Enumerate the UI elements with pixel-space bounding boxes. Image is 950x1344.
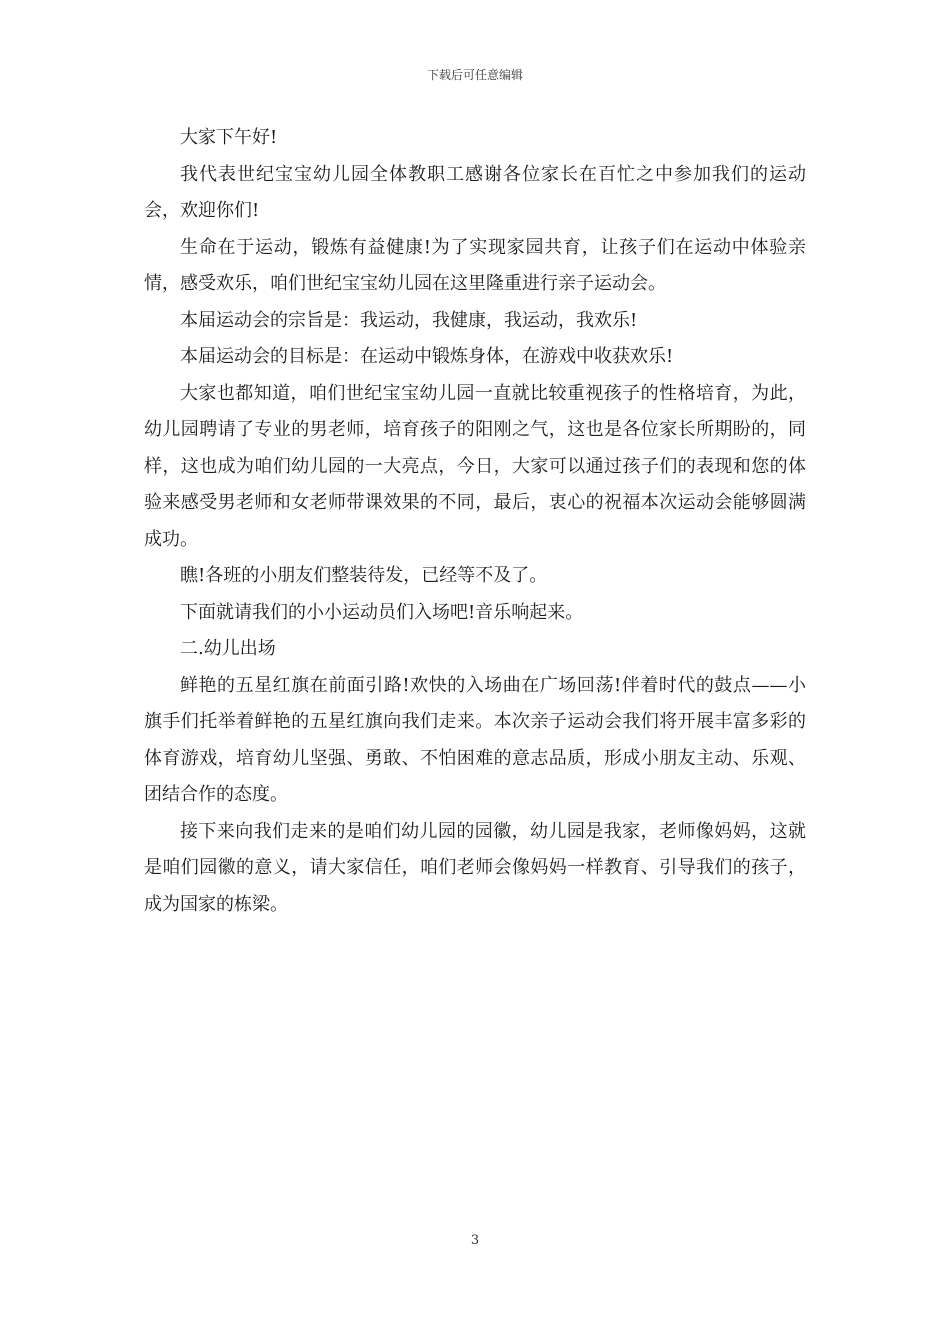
paragraph-life-in-motion: 生命在于运动，锻炼有益健康!为了实现家园共育，让孩子们在运动中体验亲情，感受欢乐，咱们世纪宝宝幼儿园在这里隆重进行亲子运动会。 xyxy=(144,236,806,294)
paragraph-welcome: 我代表世纪宝宝幼儿园全体教职工感谢各位家长在百忙之中参加我们的运动会，欢迎你们! xyxy=(144,163,806,221)
paragraph-greeting: 大家下午好! xyxy=(180,127,278,148)
section-heading-entrance: 二.幼儿出场 xyxy=(180,638,276,659)
page-number: 3 xyxy=(470,1233,480,1248)
paragraph-purpose: 本届运动会的宗旨是：我运动，我健康，我运动，我欢乐! xyxy=(180,309,638,331)
paragraph-enter: 下面就请我们的小小运动员们入场吧!音乐响起来。 xyxy=(180,601,584,623)
paragraph-emblem: 接下来向我们走来的是咱们幼儿园的园徽，幼儿园是我家，老师像妈妈，这就是咱们园徽的意义，请大家信任，咱们老师会像妈妈一样教育、引导我们的孩子，成为国家的栋梁。 xyxy=(144,820,806,915)
page-header: 下载后可任意编辑 xyxy=(426,68,523,82)
document-body xyxy=(144,120,806,923)
paragraph-goal: 本届运动会的目标是：在运动中锻炼身体，在游戏中收获欢乐! xyxy=(180,346,674,367)
paragraph-male-teachers: 大家也都知道，咱们世纪宝宝幼儿园一直就比较重视孩子的性格培育，为此，幼儿园聘请了专业的男老师，培育孩子的阳刚之气，这也是各位家长所期盼的，同样，这也成为咱们幼儿园的一大亮点，今日，大家可以通过孩子们的表现和您的体验来感受男老师和女老师带课效果的不同，最后，衷心的祝福本次运动会能够圆满成功。 xyxy=(144,382,806,550)
paragraph-ready: 瞧!各班的小朋友们整装待发，已经等不及了。 xyxy=(180,565,548,586)
paragraph-flag: 鲜艳的五星红旗在前面引路!欢快的入场曲在广场回荡!伴着时代的鼓点——小旗手们托举着鲜艳的五星红旗向我们走来。本次亲子运动会我们将开展丰富多彩的体育游戏，培育幼儿坚强、勇敢、不怕困难的意志品质，形成小朋友主动、乐观、团结合作的态度。 xyxy=(144,674,806,805)
